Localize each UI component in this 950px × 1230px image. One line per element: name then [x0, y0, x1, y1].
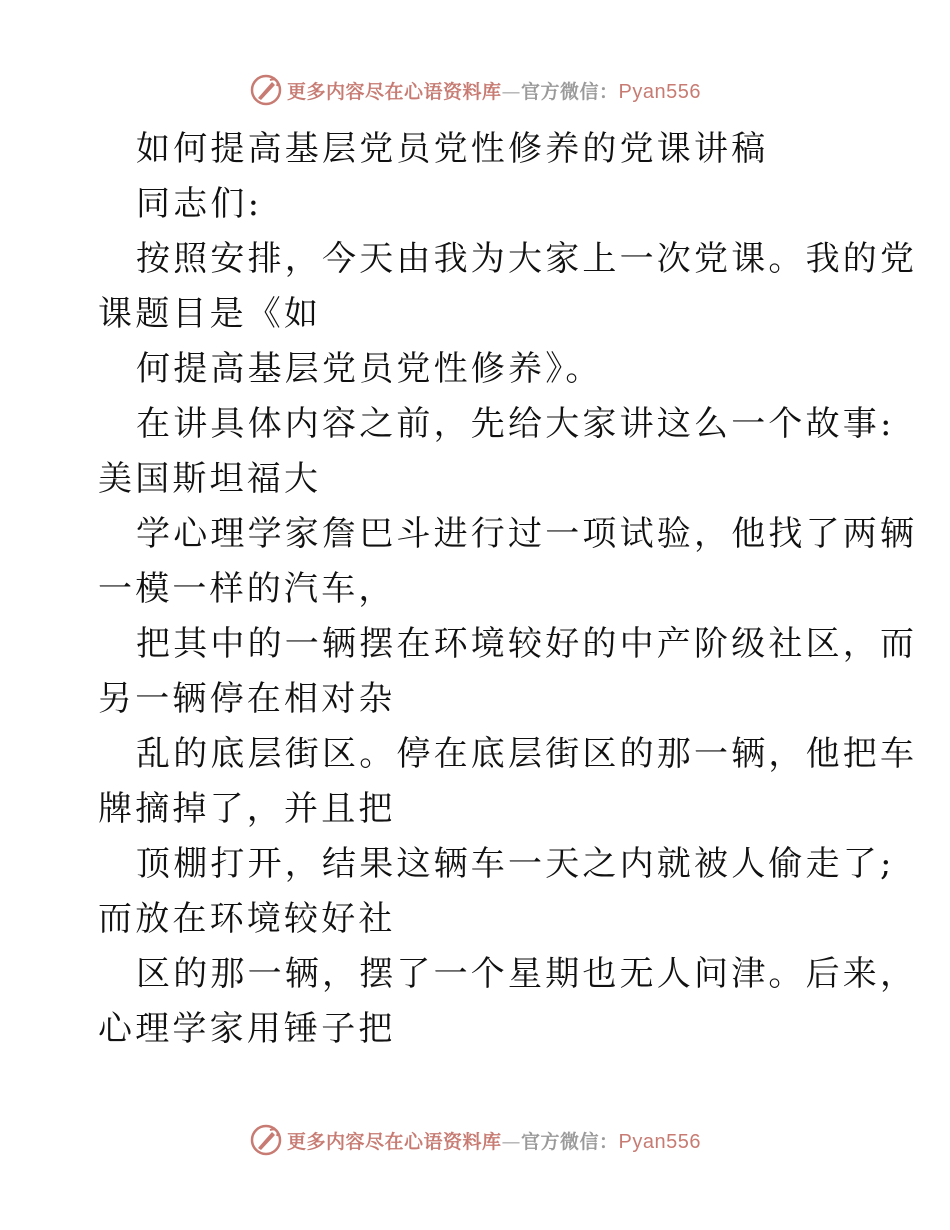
text-line: 在讲具体内容之前，先给大家讲这么一个故事: [136, 404, 895, 444]
text-line: 课题目是《如 [98, 294, 322, 334]
quill-logo-icon [249, 73, 283, 107]
text-line: 学心理学家詹巴斗进行过一项试验，他找了两辆 [136, 514, 918, 554]
text-line: 何提高基层党员党性修养》。 [136, 349, 603, 389]
watermark-brand: 更多内容尽在心语资料库 [287, 80, 502, 103]
document-body [98, 122, 918, 1057]
text-line: 美国斯坦福大 [98, 459, 322, 499]
watermark-wechat-id: Pyan556 [618, 80, 701, 103]
text-line: 心理学家用锤子把 [98, 1009, 396, 1049]
watermark-wechat-id: Pyan556 [618, 1130, 701, 1153]
watermark-dash: — [501, 1130, 522, 1153]
document-title: 如何提高基层党员党性修养的党课讲稿 [136, 129, 769, 169]
watermark-wechat-label: 官方微信： [521, 1130, 619, 1153]
salutation: 同志们: [136, 184, 263, 224]
text-line: 一模一样的汽车， [98, 569, 396, 609]
text-line: 把其中的一辆摆在环境较好的中产阶级社区，而 [136, 624, 918, 664]
watermark-brand: 更多内容尽在心语资料库 [287, 1130, 502, 1153]
text-line: 区的那一辆，摆了一个星期也无人问津。后来， [136, 954, 918, 994]
text-line: 而放在环境较好社 [98, 899, 396, 939]
text-line: 顶棚打开，结果这辆车一天之内就被人偷走了; [136, 844, 895, 884]
header-watermark [0, 70, 950, 110]
footer-watermark [0, 1120, 950, 1160]
text-line: 按照安排，今天由我为大家上一次党课。我的党 [136, 239, 918, 279]
watermark-wechat-label: 官方微信： [521, 80, 619, 103]
text-line: 乱的底层街区。停在底层街区的那一辆，他把车 [136, 734, 918, 774]
text-line: 另一辆停在相对杂 [98, 679, 396, 719]
watermark-dash: — [501, 80, 522, 103]
quill-logo-icon [249, 1123, 283, 1157]
text-line: 牌摘掉了，并且把 [98, 789, 396, 829]
